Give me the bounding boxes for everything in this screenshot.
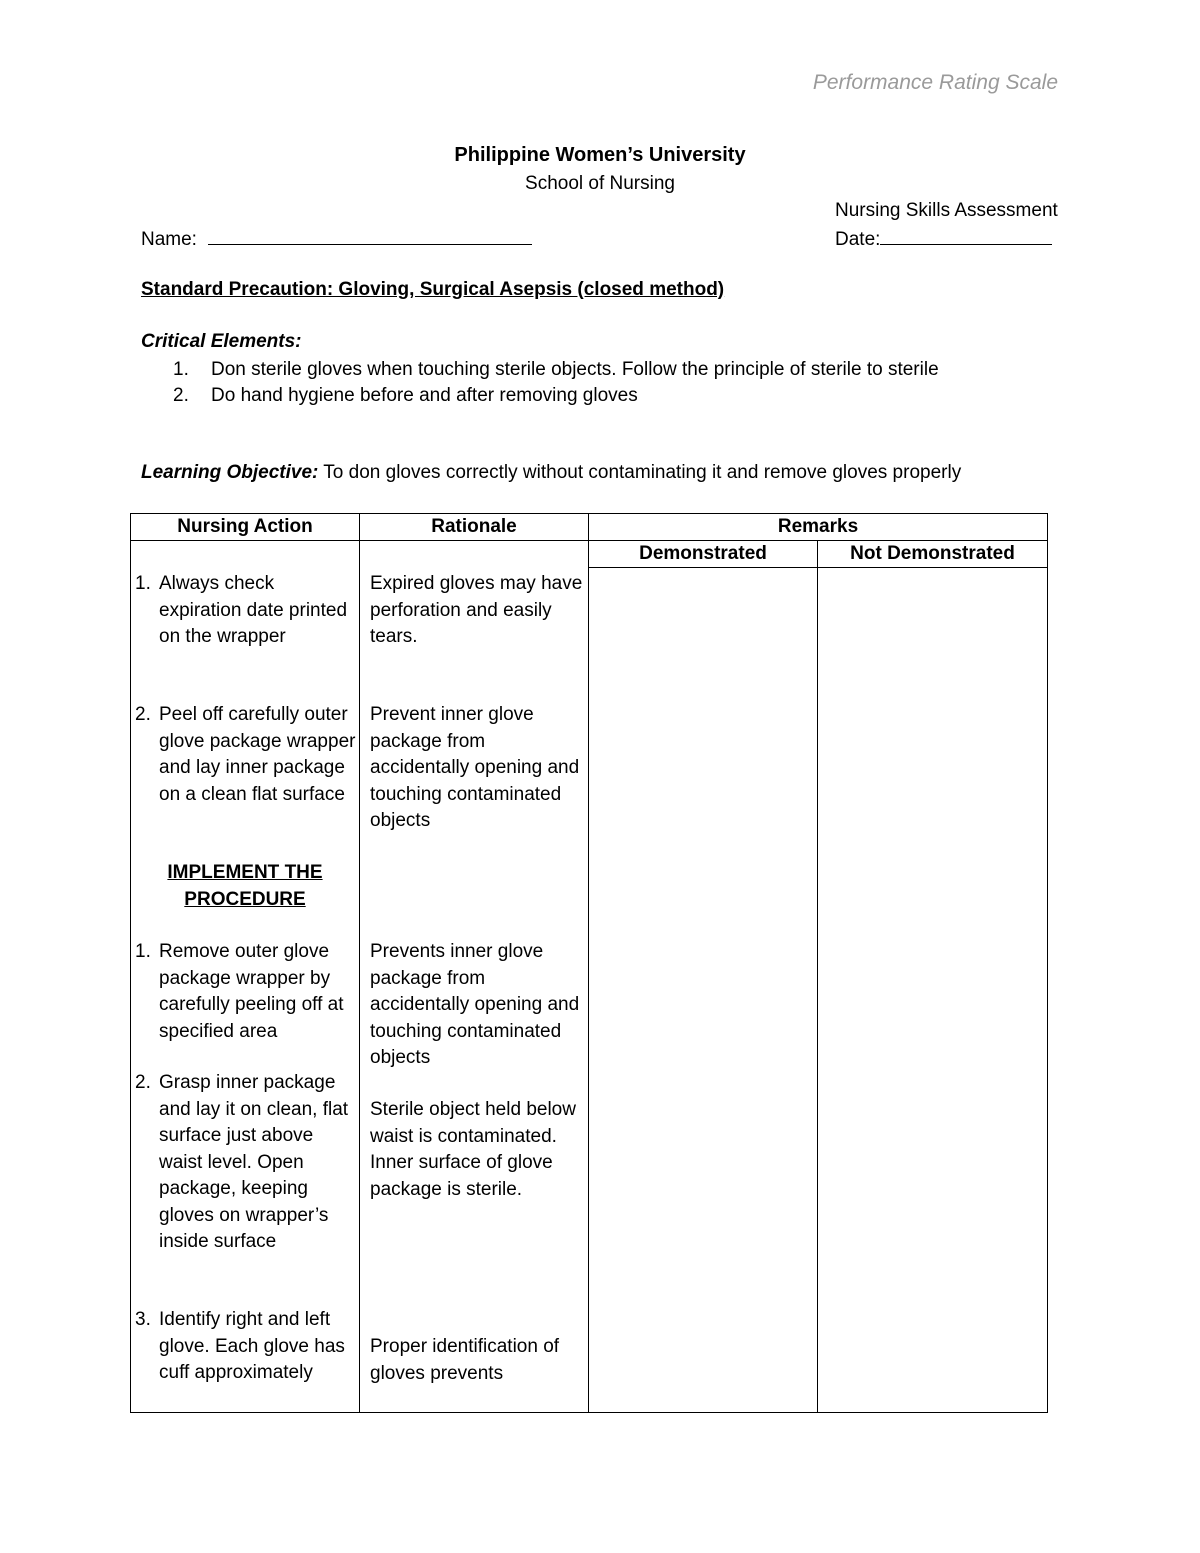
item-number: 2. <box>173 385 189 406</box>
assessment-title: Nursing Skills Assessment <box>835 200 1058 221</box>
university-title: Philippine Women’s University <box>454 144 746 166</box>
step-action: Peel off carefully outer glove package wrapper and lay inner package on a clean flat surface <box>159 704 356 805</box>
learning-objective-label: Learning Objective: <box>141 462 319 483</box>
list-item <box>173 357 939 383</box>
name-blank[interactable] <box>208 226 532 245</box>
step-action: Grasp inner package and lay it on clean, flat surface just above waist level. Open package, keeping gloves on wrapper’s inside surface <box>159 1072 349 1252</box>
header-note: Performance Rating Scale <box>812 71 1058 94</box>
step-action: Remove outer glove package wrapper by carefully peeling off at specified area <box>159 941 344 1042</box>
rationale-text: Prevents inner glove package from accidentally opening and touching contaminated objects <box>370 941 580 1068</box>
list-item <box>173 383 939 409</box>
step-number: 3. <box>135 1309 151 1330</box>
item-text: Don sterile gloves when touching sterile objects. Follow the principle of sterile to sterile <box>211 359 939 380</box>
section-heading <box>131 860 359 913</box>
header-demonstrated: Demonstrated <box>589 541 818 568</box>
list-item <box>135 702 357 808</box>
header-rationale: Rationale <box>360 514 589 541</box>
name-label: Name: <box>141 229 197 250</box>
date-field <box>835 226 1052 251</box>
list-item <box>135 1070 357 1256</box>
rationale-text: Proper identification of gloves prevents <box>370 1336 560 1384</box>
section-heading-line: PROCEDURE <box>184 888 306 910</box>
learning-objective-text: To don gloves correctly without contaminating it and remove gloves properly <box>318 462 962 483</box>
section-heading-line: IMPLEMENT THE <box>167 862 323 883</box>
name-field <box>141 226 532 251</box>
header-remarks: Remarks <box>589 514 1048 541</box>
demonstrated-cell[interactable] <box>589 568 818 1413</box>
item-text: Do hand hygiene before and after removing gloves <box>211 385 638 406</box>
header-not-demonstrated: Not Demonstrated <box>818 541 1048 568</box>
list-item <box>135 1307 357 1387</box>
date-label: Date: <box>835 229 881 250</box>
step-action: Identify right and left glove. Each glove has cuff approximately <box>159 1309 345 1383</box>
critical-elements-list <box>173 357 939 409</box>
not-demonstrated-cell[interactable] <box>818 568 1048 1413</box>
rationale-text: Sterile object held below waist is contaminated. Inner surface of glove package is sterile. <box>370 1099 576 1200</box>
step-action: Always check expiration date printed on the wrapper <box>159 573 348 647</box>
list-item <box>135 939 357 1045</box>
school-name: School of Nursing <box>525 173 675 194</box>
rationale-text: Expired gloves may have perforation and easily tears. <box>370 573 583 647</box>
item-number: 1. <box>173 359 189 380</box>
rationale-column <box>360 541 589 1413</box>
step-number: 1. <box>135 941 151 962</box>
date-blank[interactable] <box>880 226 1052 245</box>
rationale-text: Prevent inner glove package from accidentally opening and touching contaminated objects <box>370 704 580 831</box>
step-number: 2. <box>135 704 151 725</box>
step-number: 1. <box>135 573 151 594</box>
rating-table <box>130 513 1048 1413</box>
list-item <box>135 571 357 651</box>
step-number: 2. <box>135 1072 151 1093</box>
header-nursing-action: Nursing Action <box>131 514 360 541</box>
nursing-action-column <box>131 541 360 1413</box>
learning-objective <box>141 462 961 484</box>
critical-elements-title: Critical Elements: <box>141 331 302 352</box>
standard-precaution: Standard Precaution: Gloving, Surgical Asepsis (closed method) <box>141 279 725 300</box>
